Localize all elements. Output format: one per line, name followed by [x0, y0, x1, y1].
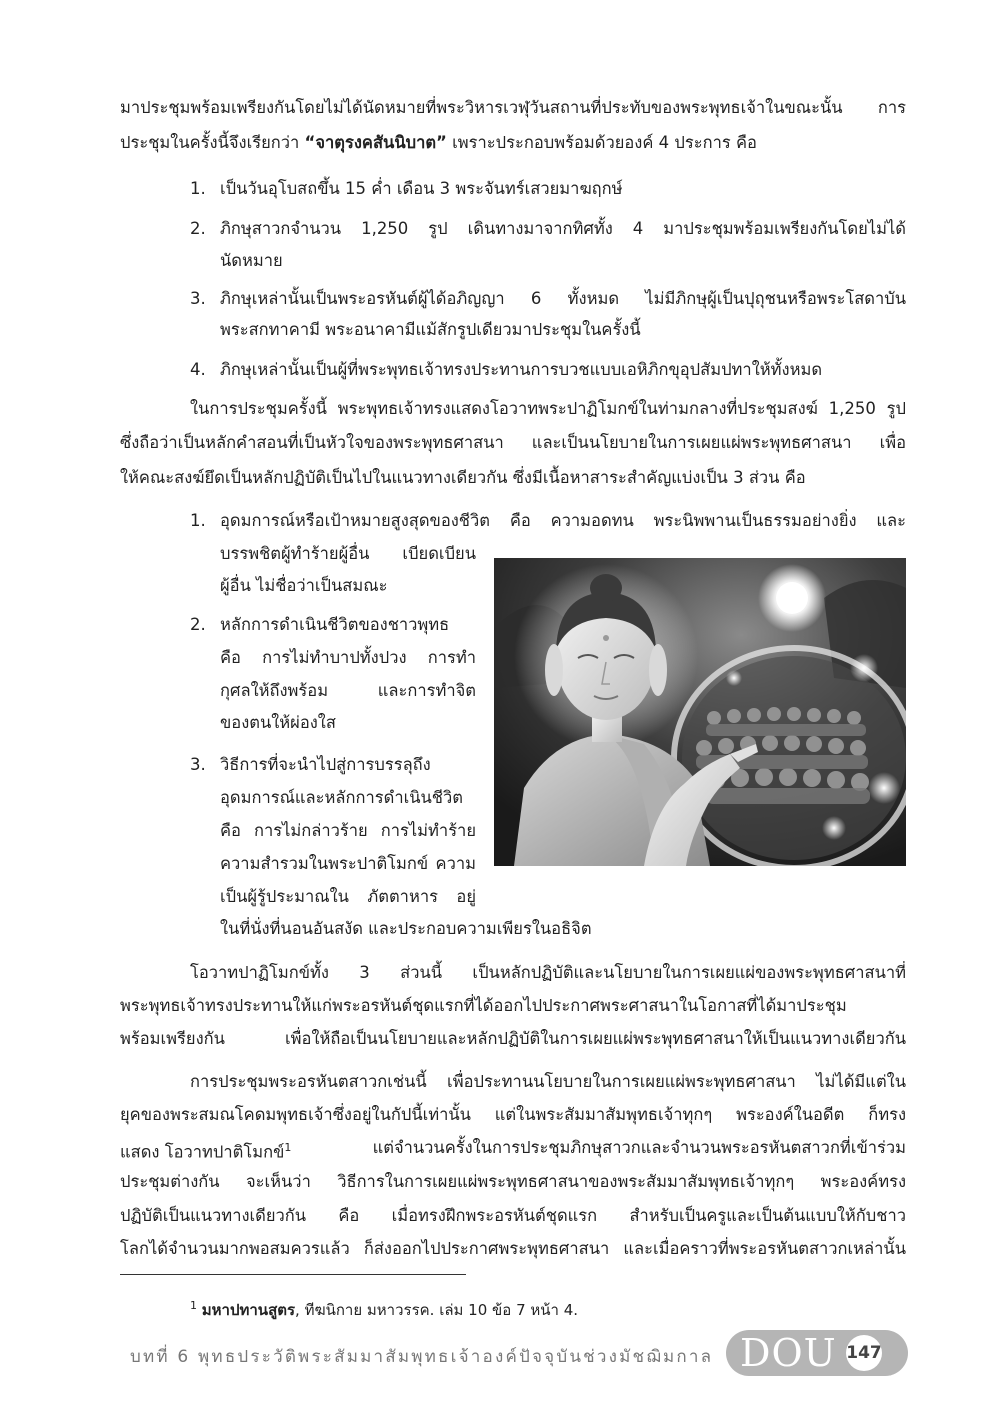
- list2-item-1-line-1: อุดมการณ์หรือเป้าหมายสูงสุดของชีวิต คือ ความอดทน พระนิพพานเป็นธรรมอย่างยิ่ง และ: [220, 511, 906, 530]
- term-jaturongkasannibat: “จาตุรงคสันนิบาต”: [304, 133, 447, 152]
- list1-item-3-line-2: พระสกทาคามี พระอนาคามีแม้สักรูปเดียวมาประชุมในครั้งนี้: [220, 320, 641, 339]
- buddha-assembly-image: [494, 558, 906, 866]
- footnote-divider: [120, 1274, 466, 1275]
- list2-item-2-line-2: คือ การไม่ทำบาปทั้งปวง การทำ: [220, 648, 476, 667]
- footnote-reference[interactable]: 1: [284, 1141, 292, 1154]
- para4-line-3-text-a: [120, 1136, 291, 1165]
- intro-line-2-text-b: เพราะประกอบพร้อมด้วยองค์ 4 ประการ คือ: [446, 133, 757, 152]
- para4-line-5: ปฏิบัติเป็นแนวทางเดียวกัน คือ เมื่อทรงฝึกพระอรหันต์ชุดแรก สำหรับเป็นครูและเป็นต้นแบบให้กับชาว: [120, 1206, 906, 1225]
- term-ovadapatimokkha: แสดง โอวาทปาติโมกข์: [120, 1142, 285, 1162]
- buddha-assembly-illustration: [494, 558, 906, 866]
- list2-item-2-line-1: หลักการดำเนินชีวิตของชาวพุทธ: [220, 615, 450, 634]
- list2-item-2-number: 2.: [190, 615, 206, 634]
- footnote: [190, 1294, 578, 1322]
- list2-item-3-line-1: วิธีการที่จะนำไปสู่การบรรลุถึง: [220, 755, 431, 774]
- list1-item-2-line-1: ภิกษุสาวกจำนวน 1,250 รูป เดินทางมาจากทิศทั้ง 4 มาประชุมพร้อมเพรียงกันโดยไม่ได้: [220, 219, 906, 238]
- list1-item-2-number: 2.: [190, 219, 206, 238]
- list2-item-3-line-2: อุดมการณ์และหลักการดำเนินชีวิต: [220, 788, 463, 807]
- para4-line-6: โลกได้จำนวนมากพอสมควรแล้ว ก็ส่งออกไปประกาศพระพุทธศาสนา และเมื่อคราวที่พระอรหันตสาวกเหล่านั้น: [120, 1239, 906, 1258]
- list2-item-3-line-5: เป็นผู้รู้ประมาณใน ภัตตาหาร อยู่: [220, 887, 476, 906]
- list1-item-3-line-1: ภิกษุเหล่านั้นเป็นพระอรหันต์ผู้ได้อภิญญา 6 ทั้งหมด ไม่มีภิกษุผู้เป็นปุถุชนหรือพระโสดาบัน: [220, 289, 906, 308]
- para2-line-2: ซึ่งถือว่าเป็นหลักคำสอนที่เป็นหัวใจของพระพุทธศาสนา และเป็นนโยบายในการเผยแผ่พระพุทธศาสนา เพื่อ: [120, 433, 906, 452]
- para4-line-3-text-b: แต่จำนวนครั้งในการประชุมภิกษุสาวกและจำนวนพระอรหันตสาวกที่เข้าร่วม: [372, 1138, 906, 1157]
- para2-line-3: ให้คณะสงฆ์ยึดเป็นหลักปฏิบัติเป็นไปในแนวทางเดียวกัน ซึ่งมีเนื้อหาสาระสำคัญแบ่งเป็น 3 ส่วน คือ: [120, 468, 806, 487]
- list1-item-3-number: 3.: [190, 289, 206, 308]
- list2-item-2-line-4: ของตนให้ผ่องใส: [220, 713, 336, 732]
- intro-line-2: [120, 131, 757, 155]
- para4-line-1: การประชุมพระอรหันตสาวกเช่นนี้ เพื่อประทานนโยบายในการเผยแผ่พระพุทธศาสนา ไม่ได้มีแต่ใน: [190, 1072, 906, 1091]
- para3-line-2: พระพุทธเจ้าทรงประทานให้แก่พระอรหันต์ชุดแรกที่ได้ออกไปประกาศพระศาสนาในโอกาสที่ได้มาประชุม: [120, 996, 847, 1015]
- list1-item-4-number: 4.: [190, 360, 206, 379]
- para4-line-3: [120, 1136, 906, 1165]
- footnote-text: , ทีฆนิกาย มหาวรรค. เล่ม 10 ข้อ 7 หน้า 4.: [295, 1301, 579, 1319]
- intro-line-2-text-a: ประชุมในครั้งนี้จึงเรียกว่า: [120, 133, 305, 152]
- page-number: 147: [846, 1335, 882, 1371]
- list2-item-3-number: 3.: [190, 755, 206, 774]
- dou-logo: DOU: [740, 1331, 837, 1375]
- list2-item-1-line-2: บรรพชิตผู้ทำร้ายผู้อื่น เบียดเบียน: [220, 544, 476, 563]
- para4-line-2: ยุคของพระสมณโคดมพุทธเจ้าซึ่งอยู่ในกัปนี้เท่านั้น แต่ในพระสัมมาสัมพุทธเจ้าทุกๆ พระองค์ในอดีต ก็ทรง: [120, 1105, 906, 1124]
- list1-item-4-line-1: ภิกษุเหล่านั้นเป็นผู้ที่พระพุทธเจ้าทรงประทานการบวชแบบเอหิภิกขุอุปสัมปทาให้ทั้งหมด: [220, 360, 823, 379]
- list1-item-1-line-1: เป็นวันอุโบสถขึ้น 15 ค่ำ เดือน 3 พระจันทร์เสวยมาฆฤกษ์: [220, 179, 623, 198]
- para2-line-1: ในการประชุมครั้งนี้ พระพุทธเจ้าทรงแสดงโอวาทพระปาฏิโมกข์ในท่ามกลางที่ประชุมสงฆ์ 1,250 รูป: [190, 399, 906, 418]
- para3-line-3: พร้อมเพรียงกัน เพื่อให้ถือเป็นนโยบายและหลักปฏิบัติในการเผยแผ่พระพุทธศาสนาให้เป็นแนวทางเดียวกัน: [120, 1029, 906, 1048]
- list2-item-1-line-3: ผู้อื่น ไม่ชื่อว่าเป็นสมณะ: [220, 576, 388, 595]
- list2-item-3-line-6: ในที่นั่งที่นอนอันสงัด และประกอบความเพียรในอธิจิต: [220, 919, 592, 938]
- footnote-marker: 1: [190, 1299, 197, 1312]
- intro-line-1: มาประชุมพร้อมเพรียงกันโดยไม่ได้นัดหมายที่พระวิหารเวฬุวันสถานที่ประทับของพระพุทธเจ้าในขณะนั้น การ: [120, 98, 906, 117]
- list1-item-2-line-2: นัดหมาย: [220, 251, 283, 270]
- list2-item-2-line-3: กุศลให้ถึงพร้อม และการทำจิต: [220, 681, 476, 700]
- list2-item-3-line-3: คือ การไม่กล่าวร้าย การไม่ทำร้าย: [220, 821, 476, 840]
- list1-item-1-number: 1.: [190, 179, 206, 198]
- chapter-footer: บทที่ 6 พุทธประวัติพระสัมมาสัมพุทธเจ้าองค์ปัจจุบันช่วงมัชฌิมกาล: [130, 1347, 714, 1367]
- footnote-title: มหาปทานสูตร: [201, 1301, 296, 1319]
- list2-item-3-line-4: ความสำรวมในพระปาติโมกข์ ความ: [220, 854, 476, 873]
- para3-line-1: โอวาทปาฏิโมกข์ทั้ง 3 ส่วนนี้ เป็นหลักปฏิบัติและนโยบายในการเผยแผ่ของพระพุทธศาสนาที่: [190, 963, 906, 982]
- list2-item-1-number: 1.: [190, 511, 206, 530]
- para4-line-4: ประชุมต่างกัน จะเห็นว่า วิธีการในการเผยแผ่พระพุทธศาสนาของพระสัมมาสัมพุทธเจ้าทุกๆ พระองค์ทรง: [120, 1172, 906, 1191]
